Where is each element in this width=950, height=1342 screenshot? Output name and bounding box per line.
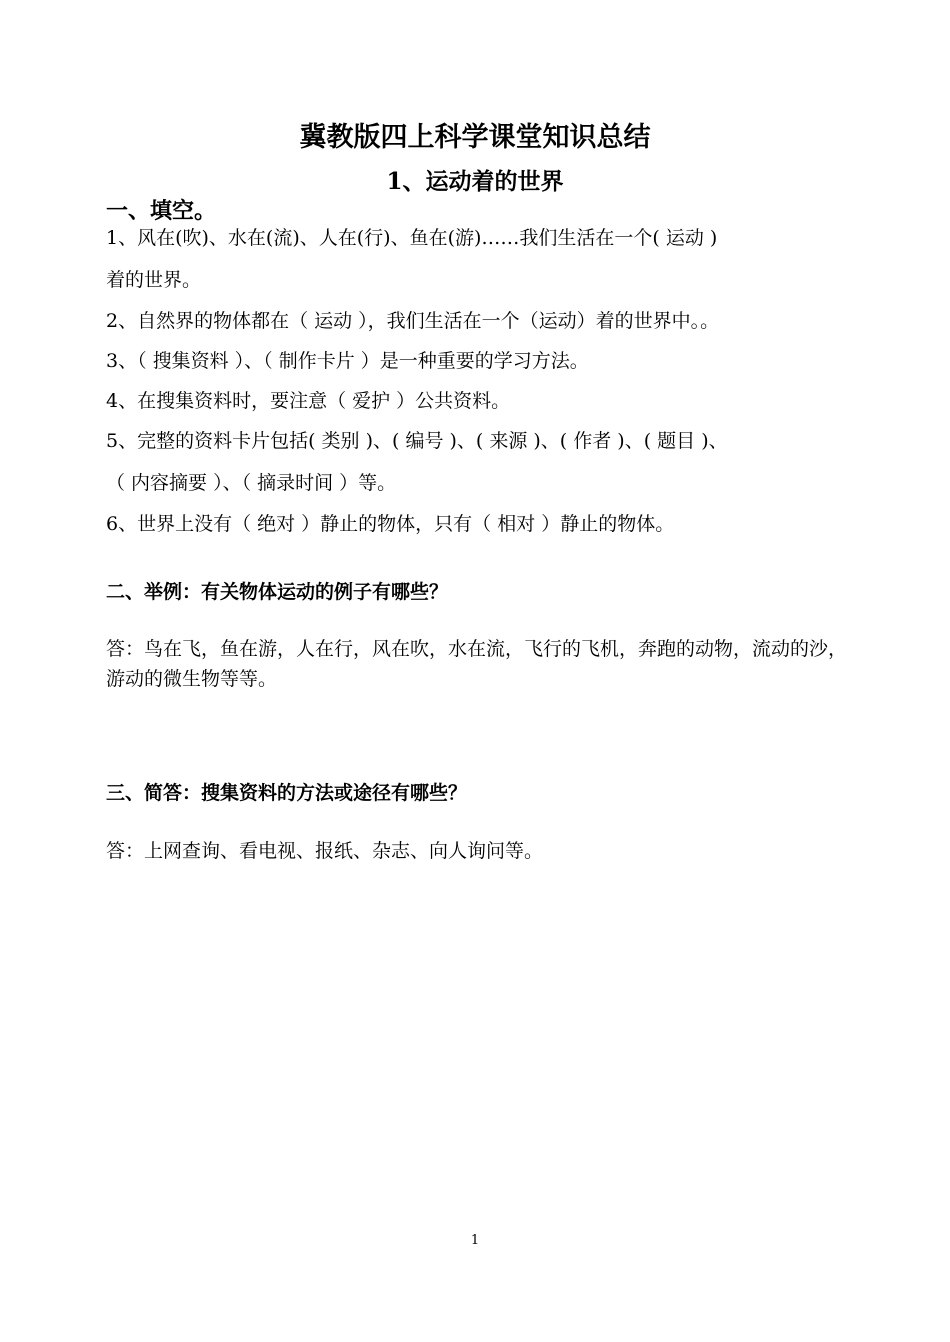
section-1-heading: 一、填空。 — [106, 198, 217, 224]
section-3-answer: 答：上网查询、看电视、报纸、杂志、向人询问等。 — [106, 840, 544, 862]
section-3-heading: 三、简答：搜集资料的方法或途径有哪些？ — [106, 782, 468, 804]
fill-blank-line-1-cont: 着的世界。 — [106, 269, 202, 291]
document-subtitle: 1、运动着的世界 — [386, 168, 564, 195]
fill-blank-line-6: 6、世界上没有（ 绝对 ）静止的物体，只有（ 相对 ）静止的物体。 — [106, 513, 675, 535]
page-number: 1 — [470, 1233, 480, 1248]
document-title: 冀教版四上科学课堂知识总结 — [299, 122, 651, 153]
section-2-answer: 答：鸟在飞，鱼在游，人在行，风在吹，水在流，飞行的飞机，奔跑的动物，流动的沙，游动的微生物等等。 — [106, 638, 848, 690]
fill-blank-line-5-cont: （ 内容摘要 ）、（ 摘录时间 ）等。 — [106, 472, 397, 494]
fill-blank-line-3: 3、（ 搜集资料 ）、（ 制作卡片 ）是一种重要的学习方法。 — [106, 350, 589, 372]
fill-blank-line-1: 1、风在(吹)、水在(流)、人在(行)、鱼在(游)……我们生活在一个( 运动 ) — [106, 227, 718, 249]
fill-blank-line-5: 5、完整的资料卡片包括( 类别 )、( 编号 )、( 来源 )、( 作者 )、( 题目 )、 — [106, 430, 728, 452]
fill-blank-line-4: 4、在搜集资料时，要注意（ 爱护 ）公共资料。 — [106, 390, 511, 412]
section-2-heading: 二、举例：有关物体运动的例子有哪些？ — [106, 581, 449, 603]
fill-blank-line-2: 2、自然界的物体都在（ 运动 ），我们生活在一个（运动）着的世界中。。 — [106, 310, 720, 332]
